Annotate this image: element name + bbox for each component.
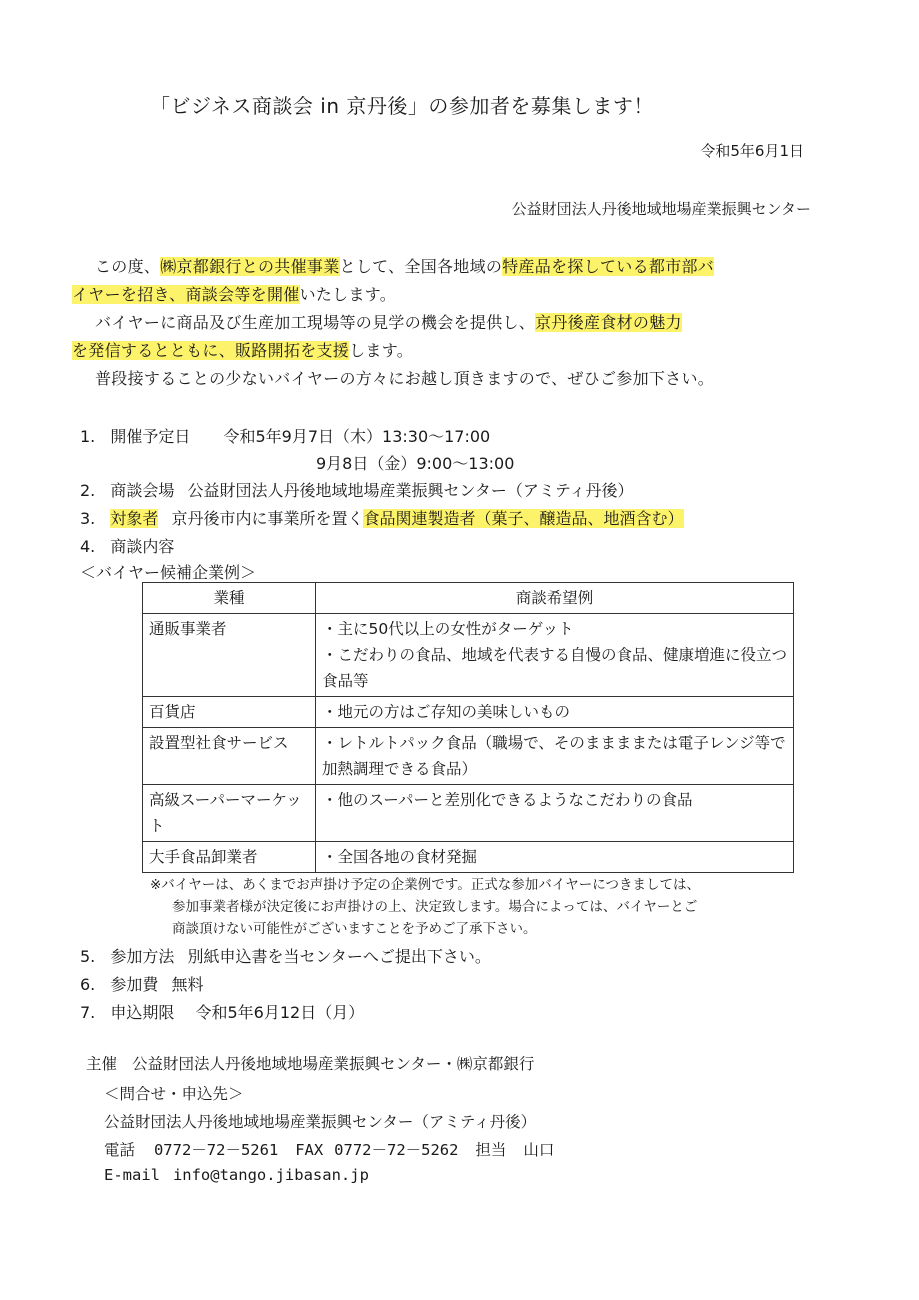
table-header-type: 業種	[143, 583, 316, 614]
item-deadline: 7. 申込期限 令和5年6月12日（月）	[80, 1003, 365, 1022]
contact-email-line: E-mail info@tango.jibasan.jp	[104, 1166, 369, 1184]
table-cell-type: 百貨店	[143, 697, 316, 728]
issue-date: 令和5年6月1日	[700, 142, 804, 160]
note-line-3: 商談頂けない可能性がございますことを予めご了承下さい。	[172, 921, 537, 937]
item-fee: 6. 参加費 無料	[80, 975, 204, 994]
highlight-appeal: 京丹後産食材の魅力	[535, 313, 682, 332]
email-link[interactable]: info@tango.jibasan.jp	[172, 1166, 369, 1184]
table-header-row	[143, 583, 794, 614]
table-cell-examples: ・全国各地の食材発掘	[316, 842, 794, 873]
table-row	[143, 785, 794, 842]
table-header-examples: 商談希望例	[316, 583, 794, 614]
contact-phone-line: 電話 0772－72－5261 FAX 0772－72－5262 担当 山口	[104, 1141, 555, 1159]
table-cell-examples: ・他のスーパーと差別化できるようなこだわりの食品	[316, 785, 794, 842]
table-row	[143, 728, 794, 785]
intro-line-4: を発信するとともに、販路開拓を支援します。	[72, 341, 414, 360]
table-cell-type: 大手食品卸業者	[143, 842, 316, 873]
highlight-buyers-cont: イヤーを招き、商談会等を開催	[72, 285, 300, 304]
item-target: 3. 対象者 京丹後市内に事業所を置く食品関連製造者（菓子、醸造品、地酒含む）	[80, 509, 684, 528]
page-title: 「ビジネス商談会 in 京丹後」の参加者を募集します！	[150, 94, 654, 118]
table-row	[143, 697, 794, 728]
item-method: 5. 参加方法 別紙申込書を当センターへご提出下さい。	[80, 947, 491, 966]
item-content: 4. 商談内容	[80, 537, 175, 556]
table-cell-examples: ・レトルトパック食品（職場で、そのままままたは電子レンジ等で加熱調理できる食品）	[316, 728, 794, 785]
intro-line-5: 普段接することの少ないバイヤーの方々にお越し頂きますので、ぜひご参加下さい。	[95, 369, 715, 388]
item-date-2: 9月8日（金）9:00～13:00	[316, 454, 515, 473]
table-cell-type: 設置型社食サービス	[143, 728, 316, 785]
intro-line-2: イヤーを招き、商談会等を開催いたします。	[72, 285, 397, 304]
buyer-table-wrapper	[142, 582, 794, 873]
table-row	[143, 842, 794, 873]
item-venue: 2. 商談会場 公益財団法人丹後地域地場産業振興センター（アミティ丹後）	[80, 481, 634, 500]
contact-organization: 公益財団法人丹後地域地場産業振興センター（アミティ丹後）	[104, 1113, 537, 1131]
highlight-target: 食品関連製造者（菓子、醸造品、地酒含む）	[363, 509, 684, 528]
item-date: 1. 開催予定日 令和5年9月7日（木）13:30～17:00	[80, 427, 491, 446]
phone-number[interactable]: 0772－72－5261	[153, 1141, 279, 1159]
table-cell-type: 通販事業者	[143, 614, 316, 697]
intro-line-1: この度、㈱京都銀行との共催事業として、全国各地域の特産品を探している都市部バ	[95, 257, 715, 276]
table-cell-examples: ・主に50代以上の女性がターゲット ・こだわりの食品、地域を代表する自慢の食品、健康増進に役立つ食品等	[316, 614, 794, 697]
buyer-table	[142, 582, 794, 873]
note-line-2: 参加事業者様が決定後にお声掛けの上、決定致します。場合によっては、バイヤーとご	[172, 899, 698, 915]
host-line: 主催 公益財団法人丹後地域地場産業振興センター・㈱京都銀行	[86, 1055, 535, 1073]
intro-line-3: バイヤーに商品及び生産加工現場等の見学の機会を提供し、京丹後産食材の魅力	[95, 313, 682, 332]
table-cell-type: 高級スーパーマーケット	[143, 785, 316, 842]
issuing-organization: 公益財団法人丹後地域地場産業振興センター	[511, 200, 811, 218]
fax-number: 0772－72－5262	[334, 1141, 459, 1159]
note-line-1: ※バイヤーは、あくまでお声掛け予定の企業例です。正式な参加バイヤーにつきましては、	[150, 877, 700, 893]
highlight-buyers: 特産品を探している都市部バ	[502, 257, 715, 276]
contact-heading: ＜問合せ・申込先＞	[104, 1085, 244, 1103]
buyer-heading: ＜バイヤー候補企業例＞	[80, 563, 257, 582]
table-cell-examples: ・地元の方はご存知の美味しいもの	[316, 697, 794, 728]
highlight-cohost: ㈱京都銀行との共催事業	[160, 257, 340, 276]
highlight-support: を発信するとともに、販路開拓を支援	[72, 341, 350, 360]
table-row	[143, 614, 794, 697]
